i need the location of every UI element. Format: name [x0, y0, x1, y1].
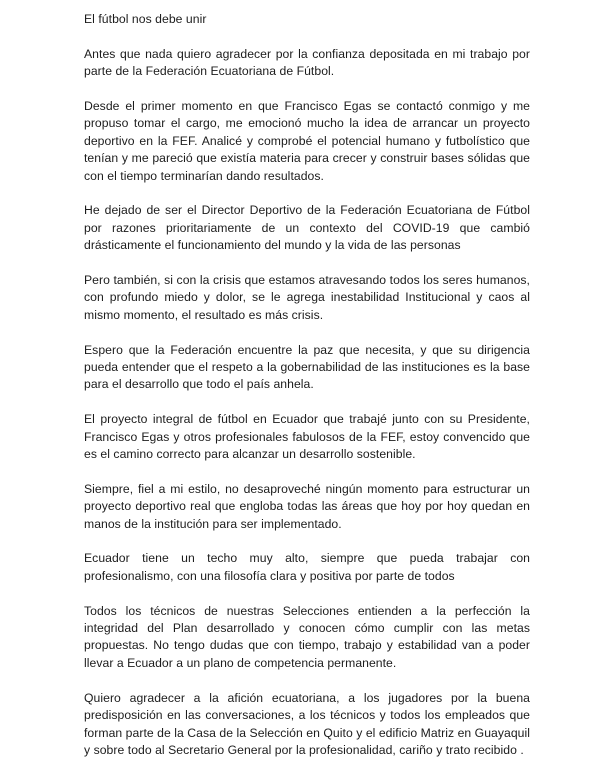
paragraph-high-ceiling: Ecuador tiene un techo muy alto, siempre que pueda trabajar con profesionalismo, con una filosofía clara y positiva por parte de todos	[84, 551, 530, 583]
paragraph-peace-hope: Espero que la Federación encuentre la paz que necesita, y que su dirigencia pueda entender que el respeto a la gobernabilidad de las instituciones es la base para el desarrollo que todo el país anhela.	[84, 342, 530, 392]
paragraph-coaches: Todos los técnicos de nuestras Selecciones entienden a la perfección la integridad del Plan desarrollado y conocen cómo cumplir con las metas propuestas. No tengo dudas que con tiempo, trabajo y estabilidad van a poder llevar a Ecuador a un plano de competencia permanente.	[84, 603, 530, 670]
paragraph-integral-project: El proyecto integral de fútbol en Ecuador que trabajé junto con su Presidente, Francisco Egas y otros profesionales fabulosos de la FEF, estoy convencido que es el camino correcto para alcanzar un desarrollo sostenible.	[84, 412, 530, 462]
letter-title: El fútbol nos debe unir	[84, 12, 207, 26]
paragraph-thanks: Quiero agradecer a la afición ecuatoriana, a los jugadores por la buena predisposición en las conversaciones, a los técnicos y todos los empleados que forman parte de la Casa de la Selección en Quito y el edificio Matriz en Guayaquil y sobre todo al Secretario General por la profesionalidad, cariño y trato recibido .	[84, 690, 530, 757]
letter-body	[84, 11, 530, 759]
paragraph-first-contact: Desde el primer momento en que Francisco Egas se contactó conmigo y me propuso tomar el cargo, me emocionó mucho la idea de arrancar un proyecto deportivo en la FEF. Analicé y comprobé el potencial humano y futbolístico que tenían y me pareció que existía materia para crecer y construir bases sólidas que con el tiempo terminarían dando resultados.	[84, 99, 530, 183]
paragraph-style: Siempre, fiel a mi estilo, no desaproveché ningún momento para estructurar un proyecto deportivo real que engloba todas las áreas que hoy por hoy quedan en manos de la institución para ser implementado.	[84, 481, 530, 531]
paragraph-crisis: Pero también, si con la crisis que estamos atravesando todos los seres humanos, con profundo miedo y dolor, se le agrega inestabilidad Institucional y caos al mismo momento, el resultado es más crisis.	[84, 273, 530, 322]
paragraph-gratitude-federation: Antes que nada quiero agradecer por la confianza depositada en mi trabajo por parte de la Federación Ecuatoriana de Fútbol.	[84, 46, 530, 79]
paragraph-departure-reason: He dejado de ser el Director Deportivo de la Federación Ecuatoriana de Fútbol por razones prioritariamente de un contexto del COVID-19 que cambió drásticamente el funcionamiento del mundo y la vida de las personas	[84, 203, 530, 253]
